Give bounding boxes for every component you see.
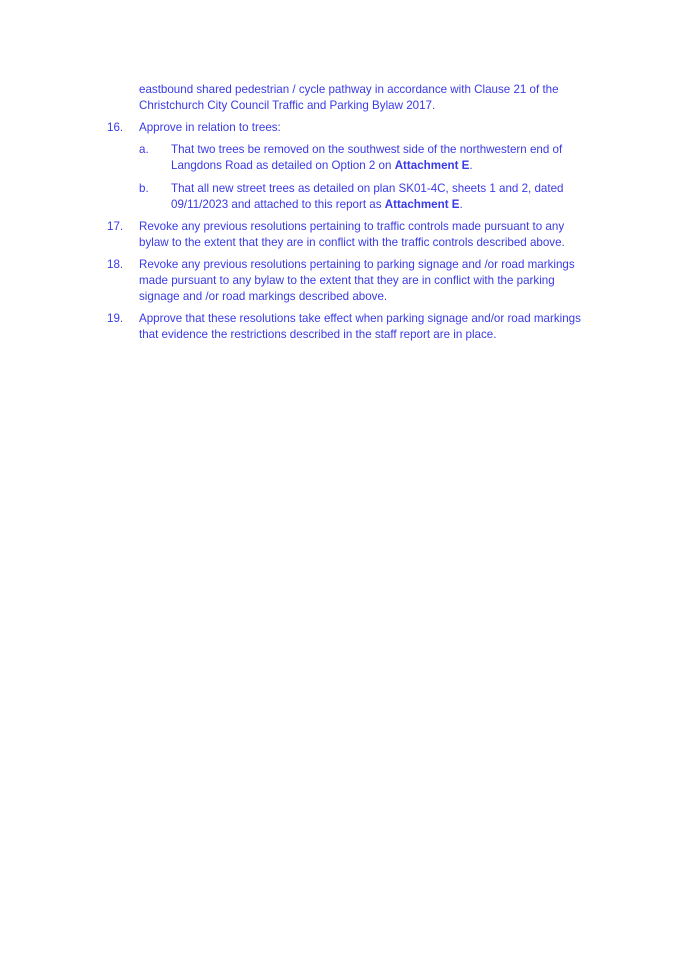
item-line: bylaw to the extent that they are in conflict with the traffic controls described above. — [139, 236, 565, 249]
subitem-line — [171, 197, 564, 213]
subitem-line: That all new street trees as detailed on plan SK01-4C, sheets 1 and 2, dated — [171, 182, 564, 195]
item-number: 19. — [107, 312, 124, 325]
continuation-line: eastbound shared pedestrian / cycle pathway in accordance with Clause 21 of the — [139, 83, 559, 96]
item-text — [139, 219, 565, 251]
item-line: signage and /or road markings described above. — [139, 290, 388, 303]
subitem-line — [171, 158, 562, 174]
item-number: 18. — [107, 258, 124, 271]
item-text: Approve in relation to trees: — [139, 121, 281, 134]
item-line: Revoke any previous resolutions pertaining to traffic controls made pursuant to any — [139, 220, 565, 233]
continuation-line: Christchurch City Council Traffic and Parking Bylaw 2017. — [139, 99, 436, 112]
subitem-line-text: 09/11/2023 and attached to this report as — [171, 198, 385, 211]
item-line: that evidence the restrictions described in the staff report are in place. — [139, 328, 497, 341]
attachment-reference: Attachment E — [384, 198, 460, 211]
attachment-reference: Attachment E — [394, 159, 470, 172]
item-line: Revoke any previous resolutions pertaining to parking signage and /or road markings — [139, 258, 575, 271]
subitem-letter: b. — [139, 182, 149, 195]
subitem-letter: a. — [139, 143, 149, 156]
item-text — [139, 257, 575, 305]
subitem-line-punct: . — [469, 159, 473, 172]
item-line: Approve that these resolutions take effect when parking signage and/or road markings — [139, 312, 581, 325]
subitem-line: That two trees be removed on the southwest side of the northwestern end of — [171, 143, 563, 156]
item-number: 16. — [107, 121, 124, 134]
subitem-line-punct: . — [459, 198, 463, 211]
item-text — [139, 311, 581, 343]
subitem-text — [171, 181, 564, 213]
subitem-text — [171, 142, 562, 174]
item-number: 17. — [107, 220, 124, 233]
subitem-line-text: Langdons Road as detailed on Option 2 on — [171, 159, 395, 172]
continuation-paragraph — [139, 82, 559, 114]
item-line: made pursuant to any bylaw to the extent that they are in conflict with the parking — [139, 274, 555, 287]
